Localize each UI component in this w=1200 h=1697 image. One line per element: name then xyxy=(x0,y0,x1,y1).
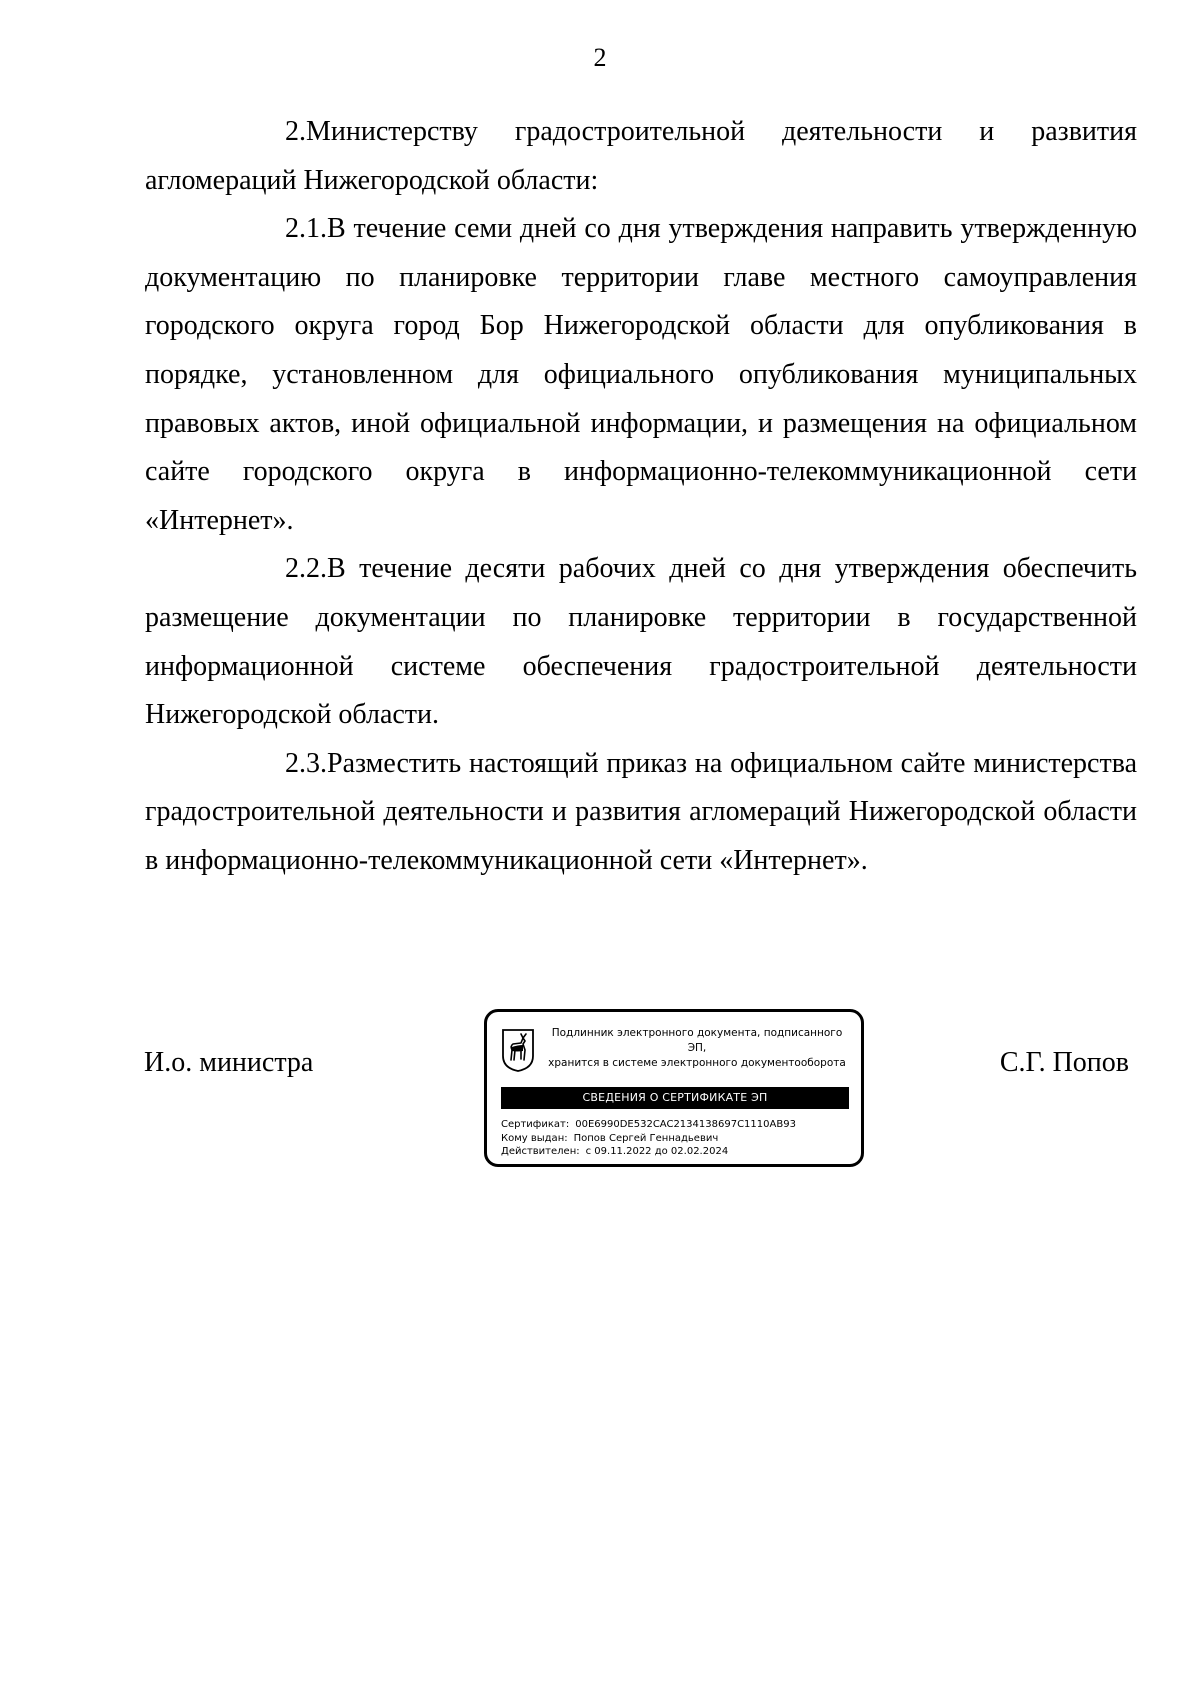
paragraph-text: Министерству градостроительной деятельности и развития агломераций Нижегородской области: xyxy=(145,116,1137,196)
signatory-role: И.о. министра xyxy=(144,1047,314,1078)
paragraph-2-2 xyxy=(145,545,1137,739)
issued-to-label: Кому выдан: xyxy=(501,1132,568,1144)
electronic-signature-stamp xyxy=(484,1009,864,1167)
stamp-header xyxy=(541,1026,853,1071)
valid-period-row xyxy=(501,1145,851,1159)
page-number: 2 xyxy=(593,43,607,72)
certificate-details xyxy=(501,1118,851,1159)
stamp-title-band: СВЕДЕНИЯ О СЕРТИФИКАТЕ ЭП xyxy=(501,1087,849,1109)
stamp-header-line: Подлинник электронного документа, подписанного ЭП, xyxy=(551,1027,843,1054)
paragraph-2 xyxy=(145,108,1137,205)
paragraph-number: 2.3. xyxy=(285,747,327,779)
paragraph-text: В течение семи дней со дня утверждения направить утвержденную документацию по планировке территории главе местного самоуправления городского округа город Бор Нижегородской области для опубликования в порядке, установленном для официального опубликования муниципальных правовых актов, иной официальной информации, и размещения на официальном сайте городского округа в информационно-телекоммуникационной сети «Интернет». xyxy=(145,213,1137,536)
certificate-row xyxy=(501,1118,851,1132)
valid-period-label: Действителен: xyxy=(501,1146,580,1157)
issued-to-value: Попов Сергей Геннадьевич xyxy=(573,1132,719,1144)
paragraph-2-3 xyxy=(145,740,1137,886)
signatory-name: С.Г. Попов xyxy=(999,1047,1129,1078)
certificate-label: Сертификат: xyxy=(501,1119,570,1130)
issued-to-row xyxy=(501,1132,851,1146)
deer-coat-of-arms-icon xyxy=(501,1028,535,1072)
valid-period-value: с 09.11.2022 до 02.02.2024 xyxy=(585,1146,729,1157)
paragraph-number: 2.1. xyxy=(285,213,327,245)
certificate-value: 00E6990DE532CAC2134138697C1110AB93 xyxy=(575,1119,796,1130)
paragraph-number: 2. xyxy=(285,116,306,147)
paragraph-text: В течение десяти рабочих дней со дня утверждения обеспечить размещение документации по планировке территории в государственной информационной системе обеспечения градостроительной деятельности Нижегородской области. xyxy=(145,553,1137,731)
document-body xyxy=(145,108,1137,886)
stamp-header-line: хранится в системе электронного документооборота xyxy=(548,1057,846,1069)
paragraph-text: Разместить настоящий приказ на официальном сайте министерства градостроительной деятельности и развития агломераций Нижегородской области в информационно-телекоммуникационной сети «Интернет». xyxy=(145,747,1137,876)
paragraph-2-1 xyxy=(145,205,1137,545)
paragraph-number: 2.2. xyxy=(285,553,327,585)
